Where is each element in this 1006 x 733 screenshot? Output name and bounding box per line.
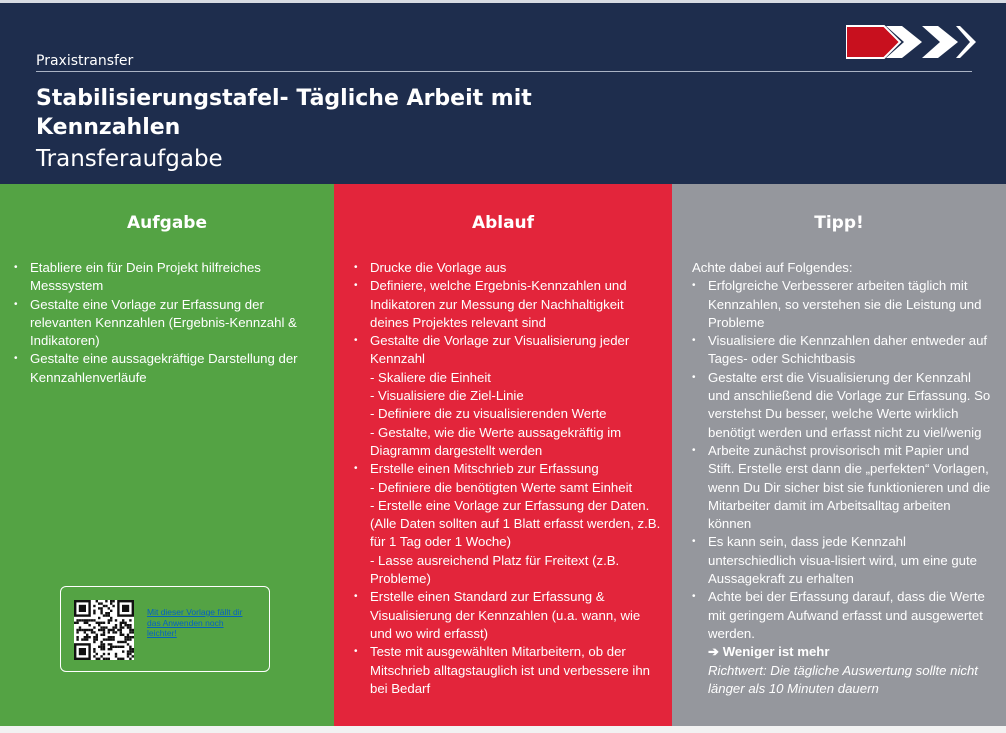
list-item: • Etabliere ein für Dein Projekt hilfreiches Messsystem bbox=[14, 259, 314, 296]
list-item bbox=[354, 259, 662, 277]
ablauf-column bbox=[334, 184, 672, 726]
list-item bbox=[692, 588, 992, 698]
list-item-text: Gestalte die Vorlage zur Visualisierung jeder Kennzahl bbox=[370, 333, 630, 367]
list-item-text: Drucke die Vorlage aus bbox=[370, 260, 507, 275]
aufgabe-body bbox=[14, 259, 314, 387]
aufgabe-list bbox=[14, 259, 314, 387]
header-divider bbox=[36, 71, 972, 72]
tipp-list bbox=[692, 277, 992, 698]
ablauf-heading: Ablauf bbox=[471, 213, 535, 233]
bottom-strip bbox=[0, 726, 1006, 733]
guideline-note: Richtwert: Die tägliche Auswertung sollte nicht länger als 10 Minuten dauern bbox=[708, 662, 978, 696]
kicker: Praxistransfer bbox=[36, 53, 134, 69]
sub-item: - Erstelle eine Vorlage zur Erfassung der Daten. (Alle Daten sollten auf 1 Blatt erfasst werden, z.B. für 1 Tag oder 1 Woche) bbox=[370, 497, 661, 550]
list-item: • Arbeite zunächst provisorisch mit Papier und Stift. Erstelle erst dann die „perfekten“ Vorlagen, wenn Du Dir sicher bist sie funktionieren und die Mitarbeiter damit im Arbeitsalltag arbeiten können bbox=[692, 442, 992, 533]
sub-item: - Definiere die zu visualisierenden Werte bbox=[370, 406, 607, 422]
template-link[interactable]: Mit dieser Vorlage fällt dir das Anwenden noch leichter! bbox=[147, 607, 243, 638]
list-item bbox=[354, 277, 662, 332]
list-item: • Es kann sein, dass jede Kennzahl unterschiedlich visua-lisiert wird, um eine gute Aussagekraft zu erhalten bbox=[692, 533, 992, 588]
qr-card[interactable] bbox=[60, 586, 270, 672]
ablauf-body bbox=[354, 259, 662, 698]
aufgabe-heading: Aufgabe bbox=[127, 213, 207, 233]
tipp-column bbox=[672, 184, 1006, 726]
tipp-heading: Tipp! bbox=[814, 213, 864, 233]
list-item bbox=[354, 460, 662, 588]
list-item: • Visualisiere die Kennzahlen daher entweder auf Tages- oder Schichtbasis bbox=[692, 332, 992, 369]
ablauf-list bbox=[354, 259, 662, 698]
chevron-arrows-icon bbox=[846, 24, 976, 60]
list-item: • Gestalte erst die Visualisierung der Kennzahl und anschließend die Vorlage zur Erfassung. So verstehst Du besser, welche Werte wirklich benötigt werden und erfasst nicht zu viel/wenig bbox=[692, 369, 992, 442]
sub-item: - Skaliere die Einheit bbox=[370, 369, 491, 385]
list-item bbox=[354, 332, 662, 460]
sub-item: - Lasse ausreichend Platz für Freitext (z.B. Probleme) bbox=[370, 552, 620, 587]
qr-code-icon[interactable] bbox=[74, 600, 134, 660]
page-title: Stabilisierungstafel- Tägliche Arbeit mit Kennzahlen bbox=[36, 86, 532, 140]
emphasis-note: ➔ Weniger ist mehr bbox=[708, 644, 830, 660]
header-band bbox=[0, 0, 1006, 184]
sub-item: - Definiere die benötigten Werte samt Einheit bbox=[370, 479, 633, 495]
sub-item: - Gestalte, wie die Werte aussagekräftig im Diagramm dargestellt werden bbox=[370, 424, 622, 458]
list-item bbox=[354, 588, 662, 643]
list-item bbox=[354, 643, 662, 698]
list-item-text: Erstelle einen Standard zur Erfassung & Visualisierung der Kennzahlen (u.a. wann, wie und wo wird erfasst) bbox=[370, 589, 641, 641]
page-subtitle: Transferaufgabe bbox=[36, 146, 223, 172]
tipp-intro: Achte dabei auf Folgendes: bbox=[692, 260, 853, 275]
list-item-text: Erstelle einen Mitschrieb zur Erfassung bbox=[370, 461, 599, 477]
list-item: • Erfolgreiche Verbesserer arbeiten täglich mit Kennzahlen, so verstehen sie die Leistung und Probleme bbox=[692, 277, 992, 332]
list-item-text: Teste mit ausgewählten Mitarbeitern, ob der Mitschrieb alltagstauglich ist und verbessere ihn bei Bedarf bbox=[370, 644, 651, 696]
chevron-icon bbox=[956, 26, 976, 58]
top-rule bbox=[0, 0, 1006, 3]
list-item-text: Achte bei der Erfassung darauf, dass die Werte mit geringem Aufwand erfasst und ausgewertet werden. bbox=[708, 589, 985, 641]
list-item-text: Definiere, welche Ergebnis-Kennzahlen und Indikatoren zur Messung der Nachhaltigkeit deines Projektes relevant sind bbox=[370, 278, 627, 330]
chevron-icon bbox=[922, 26, 958, 58]
aufgabe-column bbox=[0, 184, 334, 726]
list-item: • Gestalte eine aussagekräftige Darstellung der Kennzahlenverläufe bbox=[14, 350, 314, 387]
sub-item: - Visualisiere die Ziel-Linie bbox=[370, 388, 524, 404]
tipp-body bbox=[692, 259, 992, 698]
list-item: • Gestalte eine Vorlage zur Erfassung der relevanten Kennzahlen (Ergebnis-Kennzahl & Indikatoren) bbox=[14, 296, 314, 351]
